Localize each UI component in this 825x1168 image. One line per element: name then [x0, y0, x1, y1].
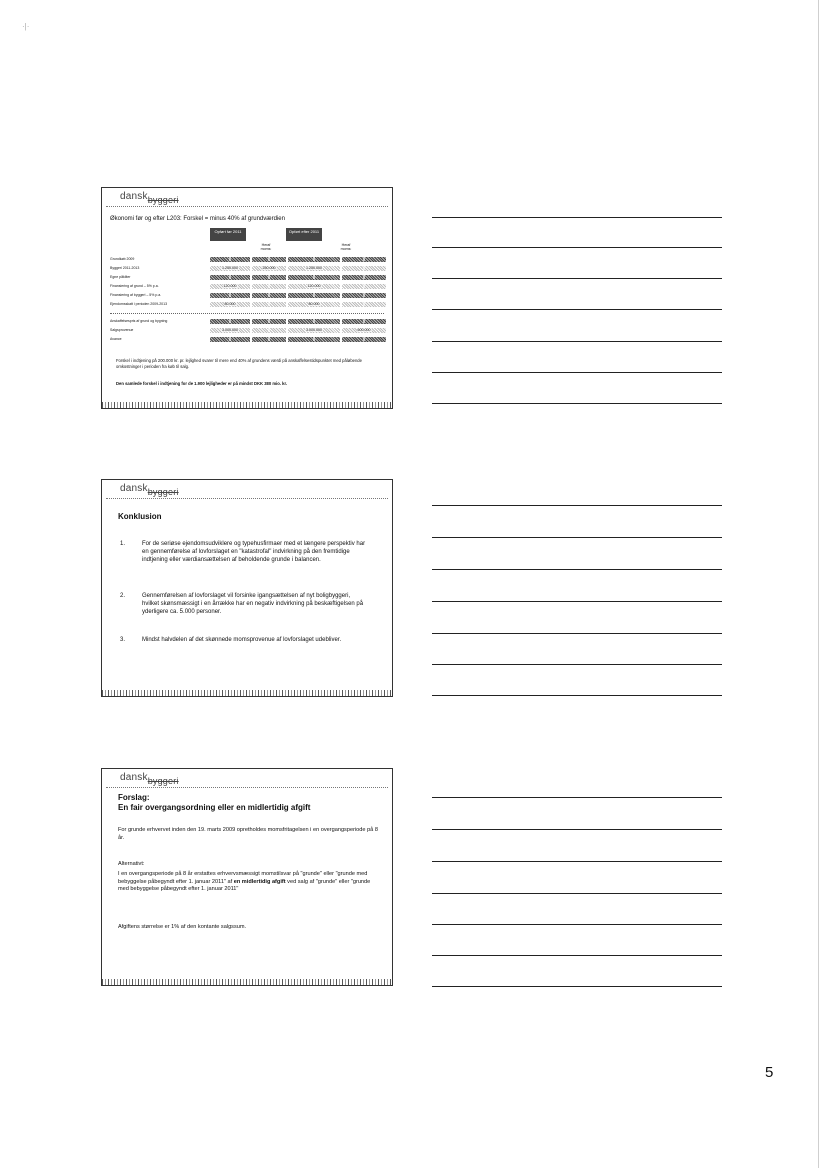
- table-cell: [288, 293, 340, 298]
- cell-value: [313, 293, 315, 297]
- logo: [120, 772, 179, 786]
- cell-value: 80.000: [308, 302, 320, 306]
- item-text: Mindst halvdelen af det skønnede momsprovenue af lovforslaget udebliver.: [142, 637, 342, 643]
- item-number: 3.: [120, 637, 126, 643]
- slide-footer-strip: [102, 402, 392, 408]
- table-cell: [210, 302, 250, 307]
- cell-value: [229, 275, 231, 279]
- cell-value: 3.000.000: [306, 328, 322, 332]
- table-cell: [210, 275, 250, 280]
- note-line: [432, 341, 722, 342]
- note-line: [432, 278, 722, 279]
- table-cell: [210, 266, 250, 271]
- slide-title: Konklusion: [118, 512, 162, 521]
- cell-value: [313, 337, 315, 341]
- table-cell: [210, 319, 250, 324]
- table-separator: [110, 313, 384, 314]
- item-number: 2.: [120, 593, 126, 599]
- table-cell: [288, 275, 340, 280]
- table-cell: [252, 319, 286, 324]
- paragraph-transition: For grunde erhvervet inden den 19. marts 2009 opretholdes momsfritagelsen i en overgangsperiode på 8 år.: [118, 827, 378, 841]
- note-line: [432, 309, 722, 310]
- note-total: Den samlede forskel i indtjening for de 1.900 lejligheder er på mindst DKK 380 mio. kr.: [116, 381, 288, 386]
- cell-value: [363, 319, 365, 323]
- slide-footer-strip: [102, 690, 392, 696]
- slide-title: [118, 793, 310, 813]
- logo-sub: byggeri: [147, 195, 179, 205]
- item-text: For de seriøse ejendomsudviklere og typehusfirmaer med et længere perspektiv har en gennemførelse af lovforslaget en "katastrofal" indvirkning på den fremtidige indtjening eller værdiansættelsen af beholdende grunde i balancen.: [142, 541, 366, 563]
- row-label: Finansiering af byggeri – 5% p.a.: [110, 293, 162, 297]
- note-line: [432, 695, 722, 696]
- table-cell: [288, 328, 340, 333]
- cell-value: [268, 284, 270, 288]
- table-cell: [252, 284, 286, 289]
- item-text: Gennemførelsen af lovforslaget vil forsinke igangsættelsen af nyt boligbyggeri, hvilket skønsmæssigt i en årrække har en negativ indvirkning på beskæftigelsen på yderligere ca. 5.000 personer.: [142, 593, 364, 615]
- logo-sub: byggeri: [147, 487, 179, 497]
- row-label: Anskaffelsespris af grund og bygning: [110, 319, 168, 323]
- logo-sub: byggeri: [147, 776, 179, 786]
- note-line: [432, 505, 722, 506]
- cell-value: [268, 337, 270, 341]
- table-cell: [252, 302, 286, 307]
- cell-value: 250.000: [262, 266, 276, 270]
- corner-mark: ·|·: [22, 22, 30, 31]
- table-cell: [252, 266, 286, 271]
- table-cell: [288, 266, 340, 271]
- cell-value: [229, 257, 231, 261]
- col-header-before: Opført før 2011: [210, 228, 246, 241]
- header-rule: [106, 787, 388, 788]
- sub-moms-after: Heraf moms:: [340, 243, 352, 251]
- para-text-c: ved salg af "grunde" eller "grunde med bebyggelse påbegyndt efter 1. januar 2011": [118, 878, 371, 892]
- table-cell: [342, 302, 386, 307]
- note-line: [432, 893, 722, 894]
- title-line-2: En fair overgangsordning eller en midlertidig afgift: [118, 803, 311, 812]
- table-cell: [252, 275, 286, 280]
- note-line: [432, 924, 722, 925]
- header-rule: [106, 498, 388, 499]
- cell-value: [268, 328, 270, 332]
- table-cell: [342, 328, 386, 333]
- note-line: [432, 861, 722, 862]
- note-line: [432, 633, 722, 634]
- note-difference: Forskel i indtjening på 200.000 kr. pr. lejlighed svarer til mere end 40% af grundens værdi på anskaffelsestidspunktet med påløbende omkostninger i perioden fra køb til salg.: [116, 358, 362, 369]
- table-cell: [342, 257, 386, 262]
- cell-value: 120.000: [223, 284, 237, 288]
- item-number: 1.: [120, 541, 126, 547]
- table-cell: [342, 266, 386, 271]
- slide-proposal: [101, 768, 393, 986]
- cell-value: [268, 302, 270, 306]
- note-line: [432, 829, 722, 830]
- table-cell: [210, 328, 250, 333]
- table-cell: [288, 337, 340, 342]
- table-cell: [342, 293, 386, 298]
- cell-value: [229, 337, 231, 341]
- table-cell: [210, 293, 250, 298]
- logo: [120, 191, 179, 205]
- page-number: 5: [765, 1064, 774, 1081]
- note-line: [432, 601, 722, 602]
- header-rule: [106, 206, 388, 207]
- cell-value: 1.250.000: [222, 266, 238, 270]
- cell-value: [268, 319, 270, 323]
- table-cell: [342, 337, 386, 342]
- cell-value: 1.250.000: [306, 266, 322, 270]
- cell-value: 120.000: [307, 284, 321, 288]
- cell-value: [363, 275, 365, 279]
- cell-value: [268, 275, 270, 279]
- table-cell: [342, 319, 386, 324]
- table-cell: [288, 257, 340, 262]
- cell-value: [313, 319, 315, 323]
- table-cell: [288, 302, 340, 307]
- row-label: Egne påkliter: [110, 275, 131, 279]
- row-label: Grundkøb 2009: [110, 257, 135, 261]
- cell-value: [313, 275, 315, 279]
- para-text-a: I en overgangsperiode på 8 år erstattes erhvervsmæssigt momstilsvar på "grunde" eller "grunde med bebyggelse påbegyndt efter 1. januar 2011" af: [118, 871, 368, 885]
- cell-value: 80.000: [224, 302, 236, 306]
- note-line: [432, 797, 722, 798]
- cell-value: [268, 257, 270, 261]
- cell-value: [363, 266, 365, 270]
- row-label: Byggeri 2011-2013: [110, 266, 140, 270]
- table-cell: [288, 319, 340, 324]
- cell-value: [229, 293, 231, 297]
- note-line: [432, 217, 722, 218]
- table-cell: [342, 275, 386, 280]
- table-cell: [252, 328, 286, 333]
- logo-main: dansk: [120, 483, 148, 494]
- cell-value: [363, 302, 365, 306]
- row-label: Salgsprovenue: [110, 328, 134, 332]
- note-line: [432, 955, 722, 956]
- row-label: Avance: [110, 337, 122, 341]
- table-cell: [210, 284, 250, 289]
- note-line: [432, 569, 722, 570]
- paragraph-alternative: [118, 871, 380, 894]
- table-cell: [210, 337, 250, 342]
- title-line-1: Forslag:: [118, 793, 150, 802]
- table-cell: [252, 257, 286, 262]
- cell-value: [363, 257, 365, 261]
- cell-value: [363, 337, 365, 341]
- row-label: Ejendomsskatt i perioden 2009-2013: [110, 302, 168, 306]
- logo-main: dansk: [120, 772, 148, 783]
- slide-economy: [101, 187, 393, 409]
- cell-value: [268, 293, 270, 297]
- note-line: [432, 247, 722, 248]
- note-line: [432, 537, 722, 538]
- row-label: Finansiering af grund – 5% p.a.: [110, 284, 159, 288]
- table-cell: [210, 257, 250, 262]
- alternative-label: Alternativt:: [118, 861, 145, 867]
- slide-footer-strip: [102, 979, 392, 985]
- cell-value: [363, 284, 365, 288]
- logo-main: dansk: [120, 191, 148, 202]
- para-text-bold: en midlertidig afgift: [233, 878, 286, 885]
- page-edge: [818, 0, 819, 1168]
- cell-value: [229, 319, 231, 323]
- note-line: [432, 372, 722, 373]
- table-cell: [342, 284, 386, 289]
- table-cell: [288, 284, 340, 289]
- sub-moms-before: Heraf moms:: [260, 243, 272, 251]
- slide-conclusion: [101, 479, 393, 697]
- cell-value: [363, 293, 365, 297]
- logo: [120, 483, 179, 497]
- cell-value: 600.000: [357, 328, 371, 332]
- note-line: [432, 403, 722, 404]
- paragraph-fee: Afgiftens størrelse er 1% af den kontante salgssum.: [118, 924, 247, 930]
- col-header-after: Opført efter 2011: [286, 228, 322, 241]
- note-line: [432, 664, 722, 665]
- note-line: [432, 986, 722, 987]
- cell-value: 3.000.000: [222, 328, 238, 332]
- cell-value: [313, 257, 315, 261]
- table-cell: [252, 293, 286, 298]
- slide-heading: Økonomi før og efter L203: Forskel = minus 40% af grundværdien: [110, 216, 285, 222]
- table-cell: [252, 337, 286, 342]
